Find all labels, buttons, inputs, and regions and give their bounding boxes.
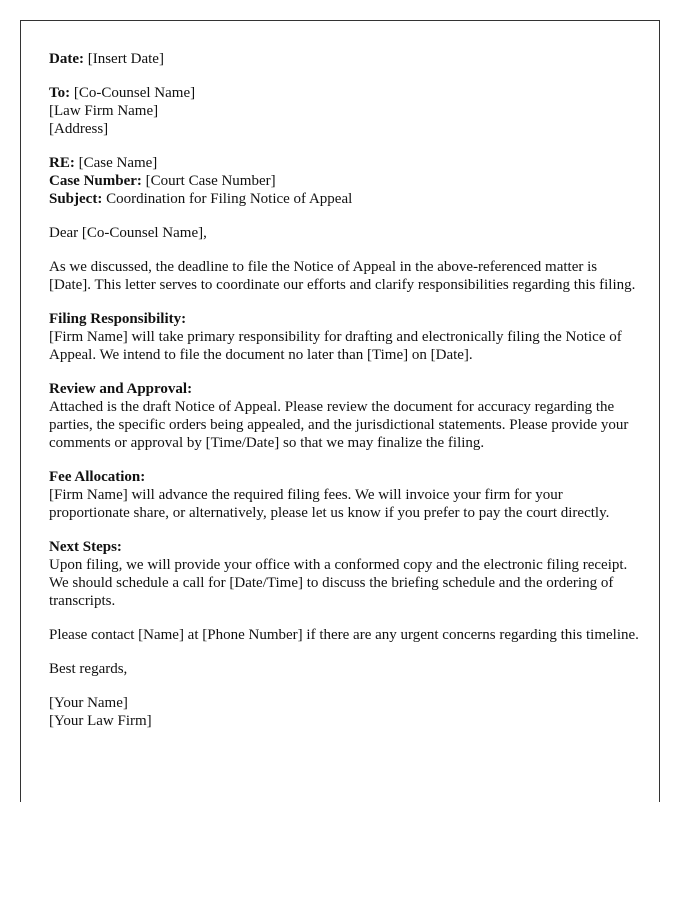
recipient-block bbox=[49, 84, 639, 138]
section-review-approval bbox=[49, 380, 639, 452]
letter-page bbox=[20, 20, 660, 802]
re-line bbox=[49, 154, 639, 172]
section-filing-responsibility bbox=[49, 310, 639, 364]
letter-content bbox=[49, 50, 639, 746]
section-heading: Filing Responsibility: bbox=[49, 311, 187, 327]
date-line bbox=[49, 50, 639, 68]
section-body: Attached is the draft Notice of Appeal. Please review the document for accuracy regarding the parties, the specific orders being appealed, and the jurisdictional statements. Please provide your comments or approval by [Time/Date] so that we may finalize the filing. bbox=[49, 399, 629, 451]
signature-firm: [Your Law Firm] bbox=[49, 713, 152, 729]
date-block bbox=[49, 50, 639, 68]
recipient-firm: [Law Firm Name] bbox=[49, 103, 159, 119]
signature-name: [Your Name] bbox=[49, 695, 128, 711]
date-label: Date: bbox=[49, 51, 84, 67]
recipient-name: [Co-Counsel Name] bbox=[73, 85, 196, 101]
intro-paragraph: As we discussed, the deadline to file the Notice of Appeal in the above-referenced matter is [Date]. This letter serves to coordinate our efforts and clarify responsibilities regarding this filing. bbox=[49, 259, 636, 293]
section-next-steps bbox=[49, 538, 639, 610]
subject-label: Subject: bbox=[49, 191, 103, 207]
recipient-address: [Address] bbox=[49, 121, 109, 137]
section-body: Upon filing, we will provide your office with a conformed copy and the electronic filing receipt. We should schedule a call for [Date/Time] to discuss the briefing schedule and the ordering of transcripts. bbox=[49, 557, 628, 609]
contact-paragraph: Please contact [Name] at [Phone Number] if there are any urgent concerns regarding this timeline. bbox=[49, 627, 639, 643]
date-value: [Insert Date] bbox=[87, 51, 164, 67]
reference-block bbox=[49, 154, 639, 208]
section-fee-allocation bbox=[49, 468, 639, 522]
section-heading: Review and Approval: bbox=[49, 381, 193, 397]
subject-value: Coordination for Filing Notice of Appeal bbox=[106, 191, 353, 207]
re-label: RE: bbox=[49, 155, 75, 171]
case-number-line bbox=[49, 172, 639, 190]
salutation: Dear [Co-Counsel Name], bbox=[49, 225, 207, 241]
section-body: [Firm Name] will advance the required filing fees. We will invoice your firm for your proportionate share, or alternatively, please let us know if you prefer to pay the court directly. bbox=[49, 487, 610, 521]
closing: Best regards, bbox=[49, 661, 128, 677]
recipient-name-line bbox=[49, 84, 639, 102]
section-body: [Firm Name] will take primary responsibility for drafting and electronically filing the Notice of Appeal. We intend to file the document no later than [Time] on [Date]. bbox=[49, 329, 622, 363]
section-heading: Fee Allocation: bbox=[49, 469, 146, 485]
to-label: To: bbox=[49, 85, 71, 101]
case-number-label: Case Number: bbox=[49, 173, 142, 189]
subject-line bbox=[49, 190, 639, 208]
signature-block bbox=[49, 694, 639, 730]
case-number-value: [Court Case Number] bbox=[145, 173, 276, 189]
re-value: [Case Name] bbox=[78, 155, 158, 171]
section-heading: Next Steps: bbox=[49, 539, 122, 555]
